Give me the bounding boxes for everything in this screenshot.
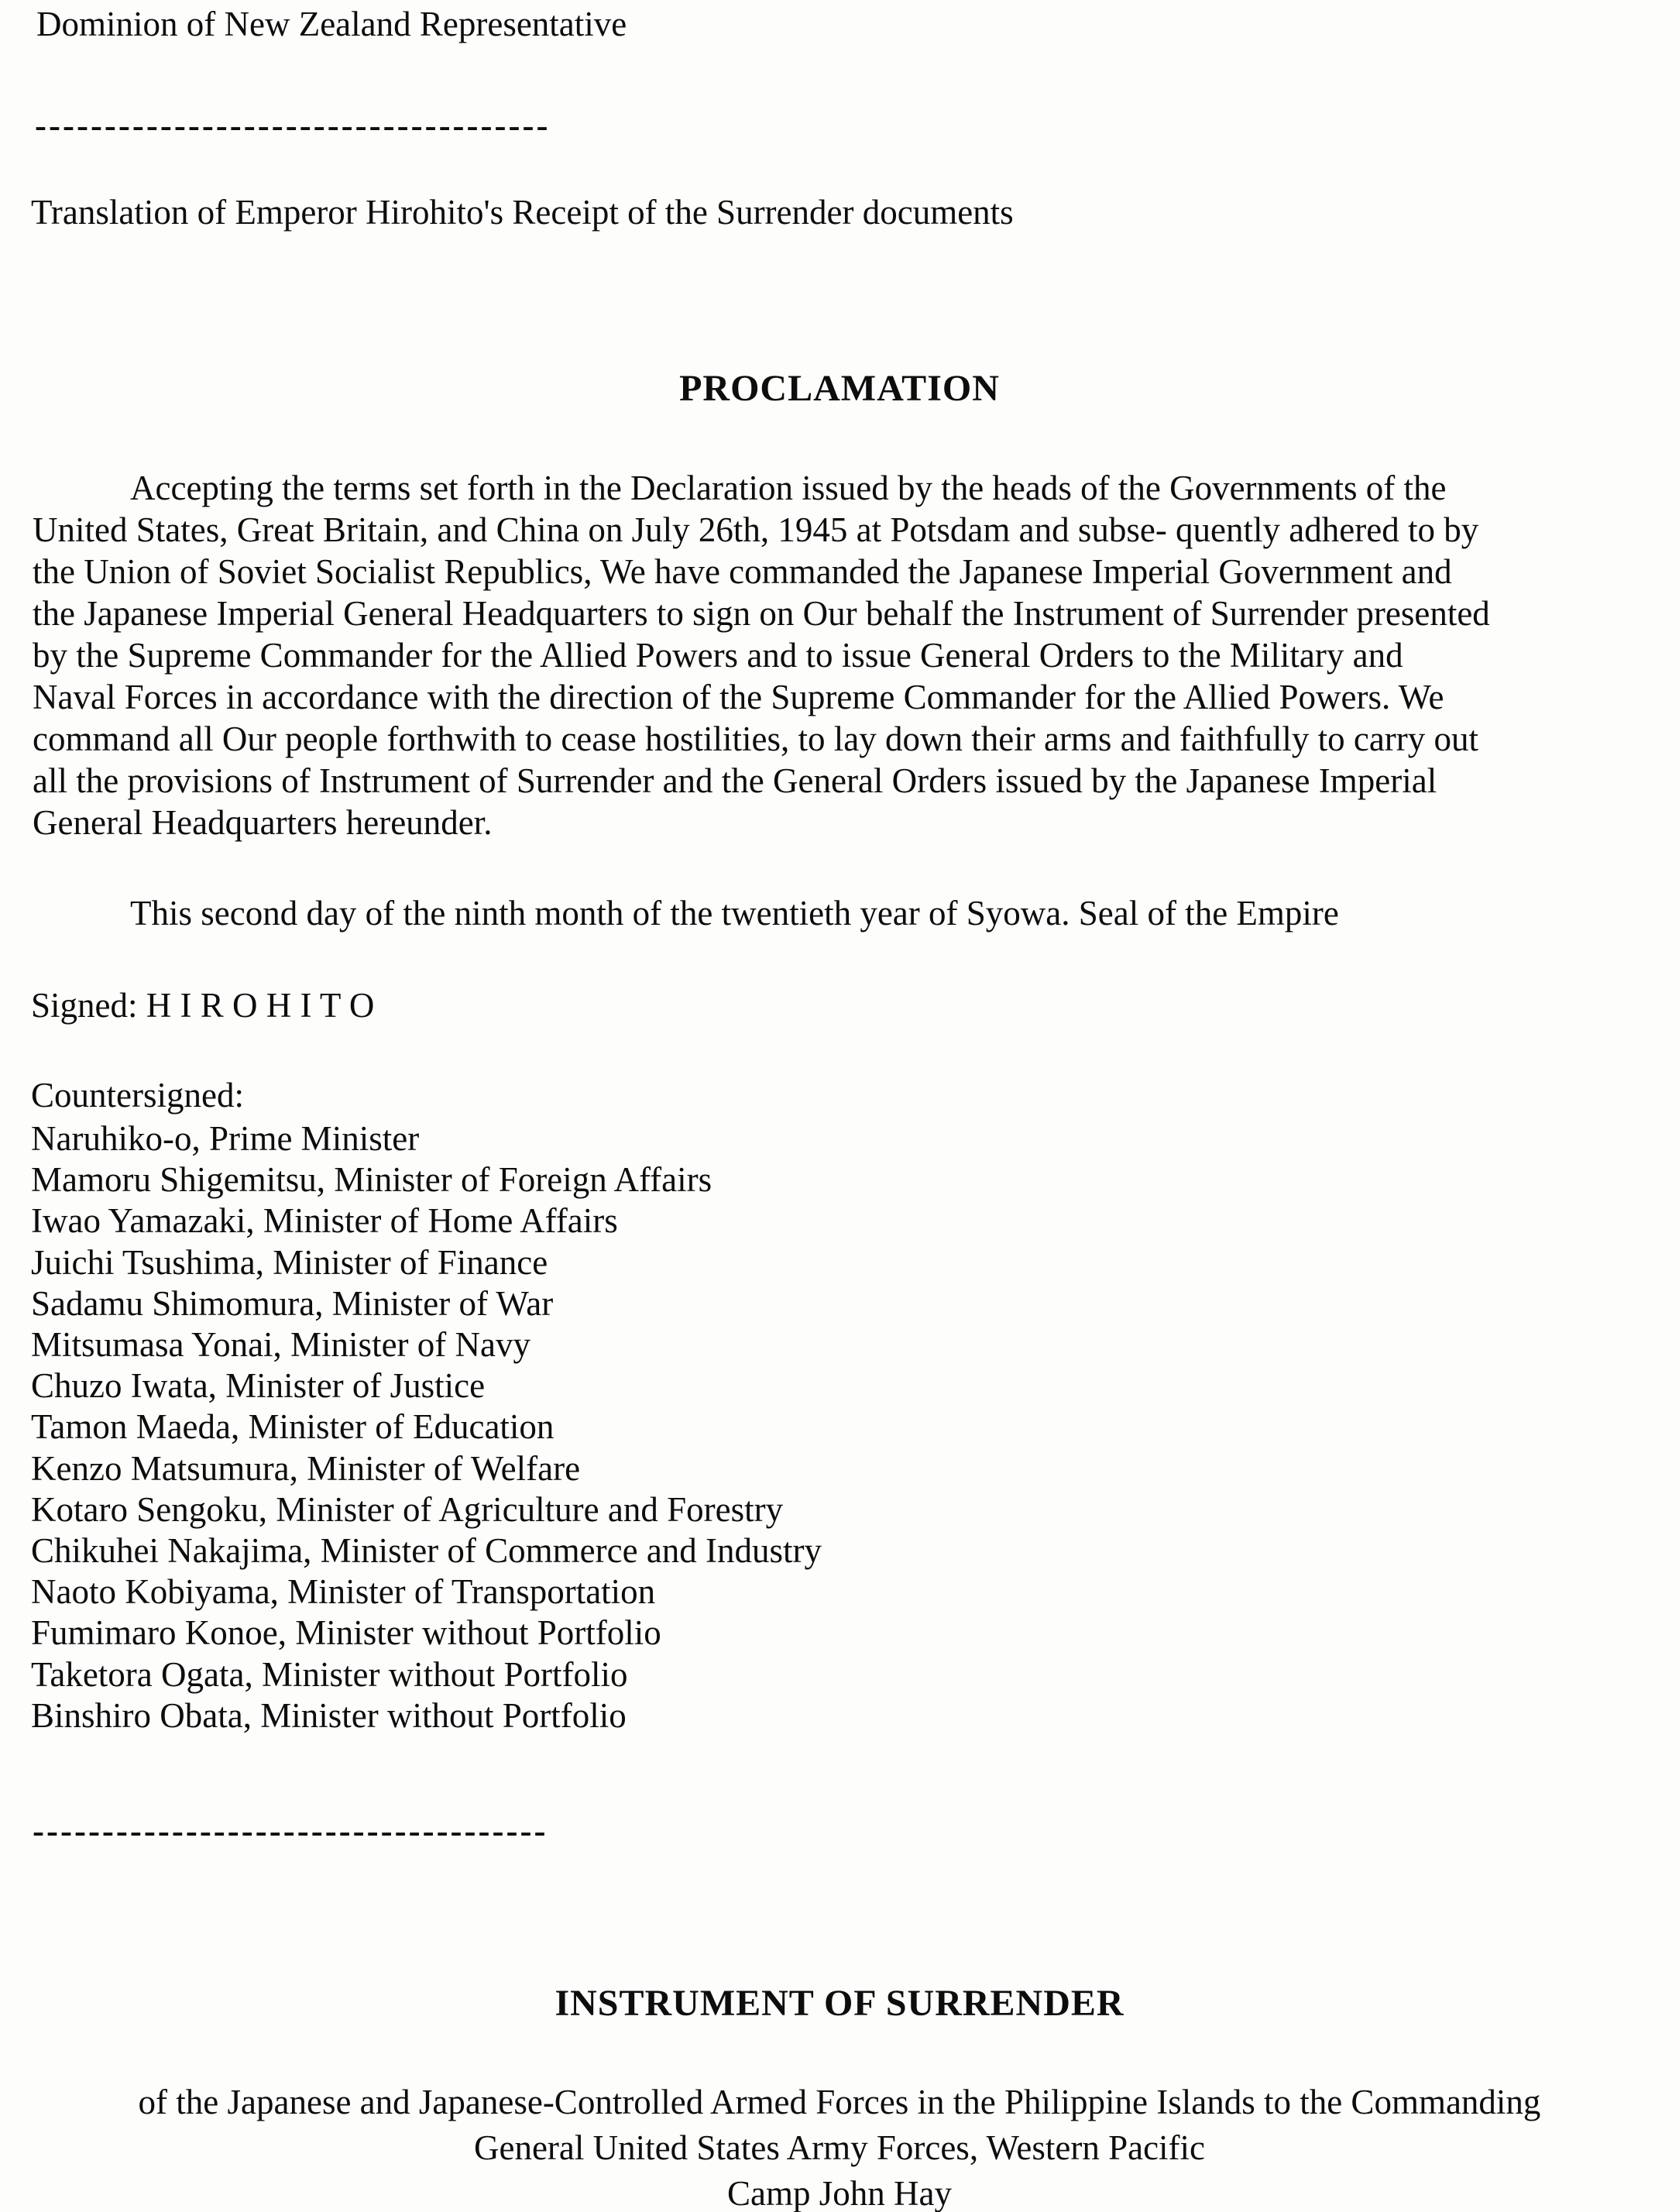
text-line: Taketora Ogata, Minister without Portfolio: [31, 1654, 628, 1694]
text-line: Iwao Yamazaki, Minister of Home Affairs: [31, 1201, 618, 1241]
text-line: General Headquarters hereunder.: [33, 803, 493, 842]
text-line: Sadamu Shimomura, Minister of War: [31, 1283, 554, 1323]
text-line: Mitsumasa Yonai, Minister of Navy: [31, 1325, 530, 1365]
text-line: the Union of Soviet Socialist Republics, We have commanded the Japanese Imperial Government and: [33, 552, 1452, 591]
text-line: Naval Forces in accordance with the direction of the Supreme Commander for the Allied Powers. We: [33, 678, 1444, 716]
countersigned-label: Countersigned:: [31, 1076, 244, 1115]
text-line: by the Supreme Commander for the Allied Powers and to issue General Orders to the Military and: [33, 636, 1403, 675]
text-line: command all Our people forthwith to cease hostilities, to lay down their arms and faithfully to carry out: [33, 720, 1479, 758]
text-line: Fumimaro Konoe, Minister without Portfolio: [31, 1613, 661, 1653]
text-line: Chuzo Iwata, Minister of Justice: [31, 1366, 486, 1406]
signed-line: Signed: H I R O H I T O: [31, 986, 375, 1025]
text-line: Kenzo Matsumura, Minister of Welfare: [31, 1448, 581, 1488]
representative-line: Dominion of New Zealand Representative: [36, 5, 627, 43]
text-line: Camp John Hay: [727, 2174, 952, 2212]
text-line: all the provisions of Instrument of Surrender and the General Orders issued by the Japanese Imperial: [33, 761, 1437, 800]
text-line: Binshiro Obata, Minister without Portfolio: [31, 1695, 627, 1735]
text-line: Chikuhei Nakajima, Minister of Commerce and Industry: [31, 1531, 822, 1571]
date-seal-line: This second day of the ninth month of the twentieth year of Syowa. Seal of the Empire: [130, 894, 1339, 933]
text-line: Juichi Tsushima, Minister of Finance: [31, 1242, 548, 1282]
instrument-of-surrender-heading: INSTRUMENT OF SURRENDER: [555, 1983, 1124, 2024]
text-line: United States, Great Britain, and China on July 26th, 1945 at Potsdam and subse- quently adhered to by: [33, 510, 1479, 549]
proclamation-heading: PROCLAMATION: [679, 368, 1000, 409]
text-line: the Japanese Imperial General Headquarters to sign on Our behalf the Instrument of Surrender presented: [33, 594, 1490, 633]
text-line: Tamon Maeda, Minister of Education: [31, 1407, 555, 1447]
text-line: Naruhiko-o, Prime Minister: [31, 1119, 420, 1158]
text-line: Naoto Kobiyama, Minister of Transportation: [31, 1572, 656, 1612]
countersignatories-list: [31, 1118, 822, 1736]
instrument-subtitle: [0, 2080, 1679, 2212]
text-line: Mamoru Shigemitsu, Minister of Foreign Affairs: [31, 1160, 712, 1200]
dashed-divider-middle: -------------------------------------: [33, 1812, 548, 1850]
text-line: General United States Army Forces, Western Pacific: [473, 2128, 1206, 2167]
text-line: of the Japanese and Japanese-Controlled Armed Forces in the Philippine Islands to the Commanding: [138, 2083, 1541, 2121]
text-line: Kotaro Sengoku, Minister of Agriculture and Forestry: [31, 1489, 784, 1529]
proclamation-body: [33, 467, 1659, 843]
text-line: Accepting the terms set forth in the Declaration issued by the heads of the Governments of the: [130, 469, 1447, 507]
translation-title: Translation of Emperor Hirohito's Receipt of the Surrender documents: [31, 193, 1014, 232]
dashed-divider-top: -------------------------------------: [35, 106, 551, 145]
